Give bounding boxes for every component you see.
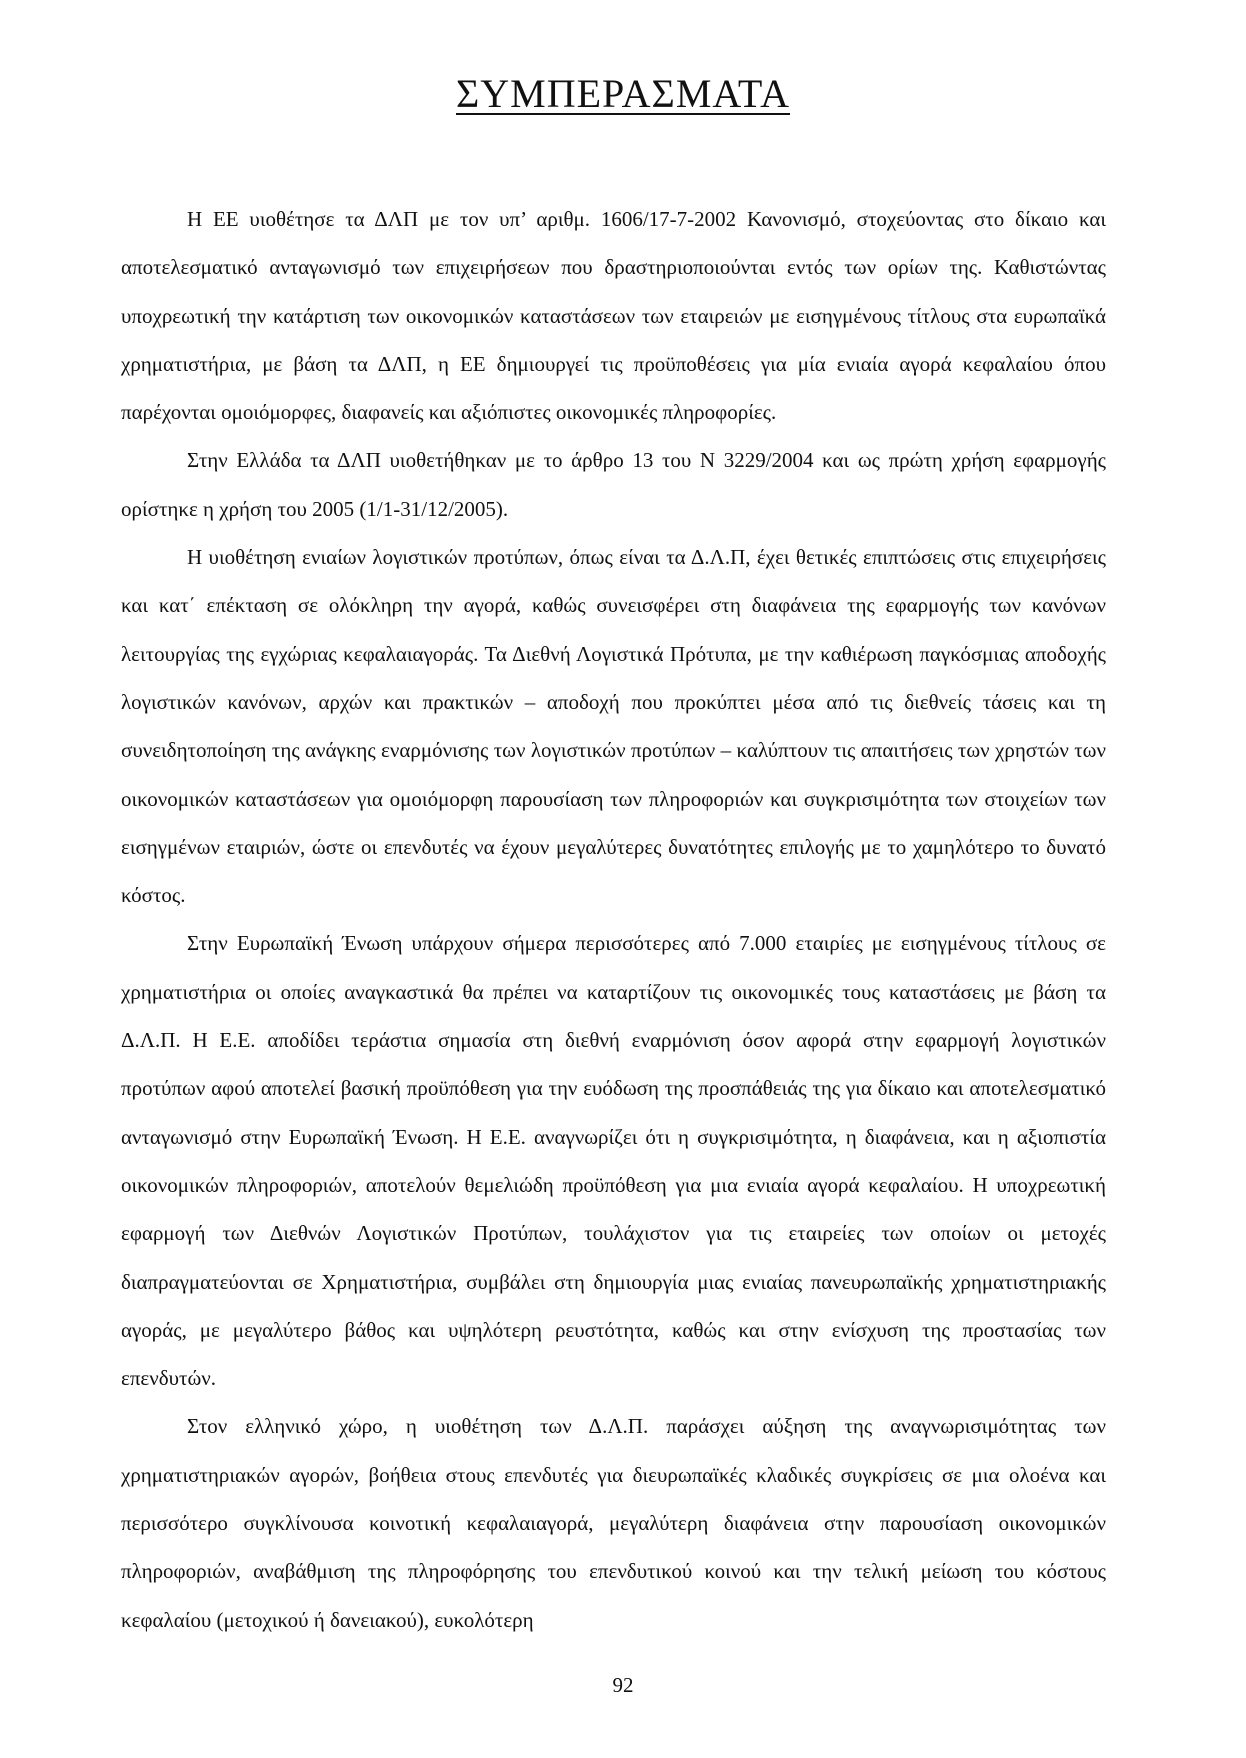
paragraph-eu-adoption: Η ΕΕ υιοθέτησε τα ΔΛΠ με τον υπ’ αριθμ. 1606/17-7-2002 Κανονισμό, στοχεύοντας στο δίκαιο και αποτελεσματικό ανταγωνισμό των επιχειρήσεων που δραστηριοποιούνται εντός των ορίων της. Καθιστώντας υποχρεωτική την κατάρτιση των οικονομικών καταστάσεων των εταιρειών με εισηγμένους τίτλους στα ευρωπαϊκά χρηματιστήρια, με βάση τα ΔΛΠ, η ΕΕ δημιουργεί τις προϋποθέσεις για μία ενιαία αγορά κεφαλαίου όπου παρέχονται ομοιόμορφες, διαφανείς και αξιόπιστες οικονομικές πληροφορίες. (121, 207, 1106, 425)
paragraph-uniform-standards: Η υιοθέτηση ενιαίων λογιστικών προτύπων, όπως είναι τα Δ.Λ.Π, έχει θετικές επιπτώσεις στις επιχειρήσεις και κατ΄ επέκταση σε ολόκληρη την αγορά, καθώς συνεισφέρει στη διαφάνεια της εφαρμογής των κανόνων λειτουργίας της εγχώριας κεφαλαιαγοράς. Τα Διεθνή Λογιστικά Πρότυπα, με την καθιέρωση παγκόσμιας αποδοχής λογιστικών κανόνων, αρχών και πρακτικών – αποδοχή που προκύπτει μέσα από τις διεθνείς τάσεις και τη συνειδητοποίηση της ανάγκης εναρμόνισης των λογιστικών προτύπων – καλύπτουν τις απαιτήσεις των χρηστών των οικονομικών καταστάσεων για ομοιόμορφη παρουσίαση των πληροφοριών και συγκρισιμότητα των στοιχείων των εισηγμένων εταιριών, ώστε οι επενδυτές να έχουν μεγαλύτερες δυνατότητες επιλογής με το χαμηλότερο το δυνατό κόστος. (121, 545, 1106, 908)
paragraph-greek-market: Στον ελληνικό χώρο, η υιοθέτηση των Δ.Λ.Π. παράσχει αύξηση της αναγνωρισιμότητας των χρηματιστηριακών αγορών, βοήθεια στους επενδυτές για διευρωπαϊκές κλαδικές συγκρίσεις σε μια ολοένα και περισσότερο συγκλίνουσα κοινοτική κεφαλαιαγορά, μεγαλύτερη διαφάνεια στην παρουσίαση οικονομικών πληροφοριών, αναβάθμιση της πληροφόρησης του επενδυτικού κοινού και την τελική μείωση του κόστους κεφαλαίου (μετοχικού ή δανειακού), ευκολότερη (121, 1414, 1106, 1632)
page-number: 92 (612, 1673, 634, 1697)
paragraph-european-union: Στην Ευρωπαϊκή Ένωση υπάρχουν σήμερα περισσότερες από 7.000 εταιρίες με εισηγμένους τίτλους σε χρηματιστήρια οι οποίες αναγκαστικά θα πρέπει να καταρτίζουν τις οικονομικές τους καταστάσεις με βάση τα Δ.Λ.Π. Η Ε.Ε. αποδίδει τεράστια σημασία στη διεθνή εναρμόνιση όσον αφορά στην εφαρμογή λογιστικών προτύπων αφού αποτελεί βασική προϋπόθεση για την ευόδωση της προσπάθειάς της για δίκαιο και αποτελεσματικό ανταγωνισμό στην Ευρωπαϊκή Ένωση. Η Ε.Ε. αναγνωρίζει ότι η συγκρισιμότητα, η διαφάνεια, και η αξιοπιστία οικονομικών πληροφοριών, αποτελούν θεμελιώδη προϋπόθεση για μια ενιαία αγορά κεφαλαίου. Η υποχρεωτική εφαρμογή των Διεθνών Λογιστικών Προτύπων, τουλάχιστον για τις εταιρείες των οποίων οι μετοχές διαπραγματεύονται σε Χρηματιστήρια, συμβάλει στη δημιουργία μιας ενιαίας πανευρωπαϊκής χρηματιστηριακής αγοράς, με μεγαλύτερο βάθος και υψηλότερη ρευστότητα, καθώς και στην ενίσχυση της προστασίας των επενδυτών. (121, 931, 1106, 1391)
paragraph-greece-adoption: Στην Ελλάδα τα ΔΛΠ υιοθετήθηκαν με το άρθρο 13 του Ν 3229/2004 και ως πρώτη χρήση εφαρμογής ορίστηκε η χρήση του 2005 (1/1-31/12/2005). (121, 448, 1106, 521)
page-title: ΣΥΜΠΕΡΑΣΜΑΤΑ (455, 71, 790, 116)
body-text (121, 195, 1106, 1644)
